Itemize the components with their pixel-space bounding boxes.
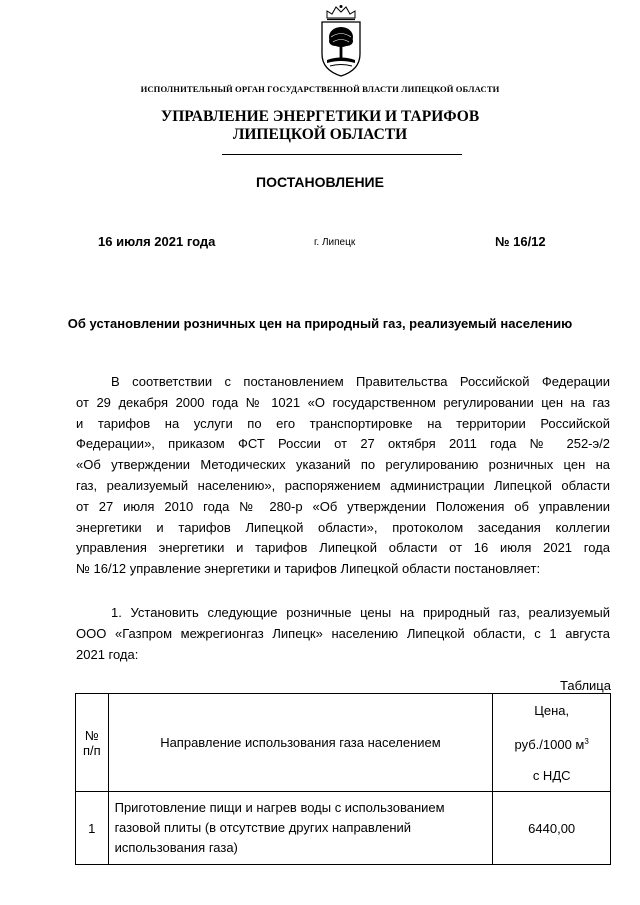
body-line: В соответствии с постановлением Правительства Российской Федерации (111, 374, 610, 389)
header-number-line: № (84, 727, 99, 743)
header-cell-number (76, 694, 109, 792)
department-name (0, 108, 640, 144)
body-line: № 16/12 управление энергетики и тарифов Липецкой области постановляет: (76, 561, 541, 577)
header-price-line (493, 726, 610, 760)
body-line: от 29 декабря 2000 года № 1021 «О государственном регулировании цен на газ (76, 394, 610, 410)
document-date: 16 июля 2021 года (98, 234, 216, 249)
header-divider (222, 154, 462, 155)
coat-of-arms-emblem (318, 4, 364, 78)
row-direction-cell (108, 792, 493, 865)
row-direction-line: Приготовление пищи и нагрев воды с использованием (114, 800, 445, 815)
header-cell-price (493, 694, 611, 792)
row-direction-line: газовой плиты (в отсутствие других направлений (114, 820, 412, 835)
body-paragraph-1 (76, 372, 610, 580)
document-number: № 16/12 (495, 234, 546, 249)
header-price-unit-exponent: 3 (584, 736, 589, 746)
body-line: 2021 года: (76, 646, 139, 662)
body-line: и тарифов на услуги по его транспортировке на территории Российской (76, 415, 610, 431)
header-price-line: с НДС (532, 767, 571, 783)
row-price-cell: 6440,00 (493, 792, 611, 865)
body-line: «Об утверждении Методических указаний по регулированию розничных цен на (76, 457, 610, 473)
department-name-line: ЛИПЕЦКОЙ ОБЛАСТИ (232, 126, 408, 143)
document-subject: Об установлении розничных цен на природный газ, реализуемый населению (67, 316, 573, 331)
document-type: ПОСТАНОВЛЕНИЕ (256, 174, 384, 190)
body-line: от 27 июля 2010 года № 280-р «Об утверждении Положения об управлении (76, 498, 610, 514)
body-line: энергетики и тарифов Липецкой области», протоколом заседания коллегии (76, 519, 610, 535)
header-price-line: Цена, (534, 702, 570, 718)
body-line: Федерации», приказом ФСТ России от 27 октября 2011 года № 252-э/2 (76, 436, 610, 452)
header-number-line: п/п (82, 742, 101, 758)
document-city: г. Липецк (314, 237, 356, 248)
table-caption: Таблица (560, 678, 611, 693)
table-header-row (76, 694, 611, 792)
body-line: ООО «Газпром межрегионгаз Липецк» населению Липецкой области, с 1 августа (76, 625, 610, 641)
header-cell-direction: Направление использования газа населением (108, 694, 493, 792)
header-price-unit: руб./1000 м (514, 736, 585, 752)
body-paragraph-2 (76, 603, 610, 665)
body-line: 1. Установить следующие розничные цены на природный газ, реализуемый (111, 605, 610, 620)
table-row (76, 792, 611, 865)
body-line: управления энергетики и тарифов Липецкой области от 16 июля 2021 года (76, 540, 610, 556)
price-table (75, 693, 611, 865)
row-number-cell: 1 (76, 792, 109, 865)
body-line: газ, реализуемый населению», распоряжением администрации Липецкой области (76, 477, 610, 493)
department-name-line: УПРАВЛЕНИЕ ЭНЕРГЕТИКИ И ТАРИФОВ (160, 108, 480, 125)
authority-name: ИСПОЛНИТЕЛЬНЫЙ ОРГАН ГОСУДАРСТВЕННОЙ ВЛАСТИ ЛИПЕЦКОЙ ОБЛАСТИ (140, 84, 500, 94)
row-direction-line: использования газа) (114, 840, 238, 855)
